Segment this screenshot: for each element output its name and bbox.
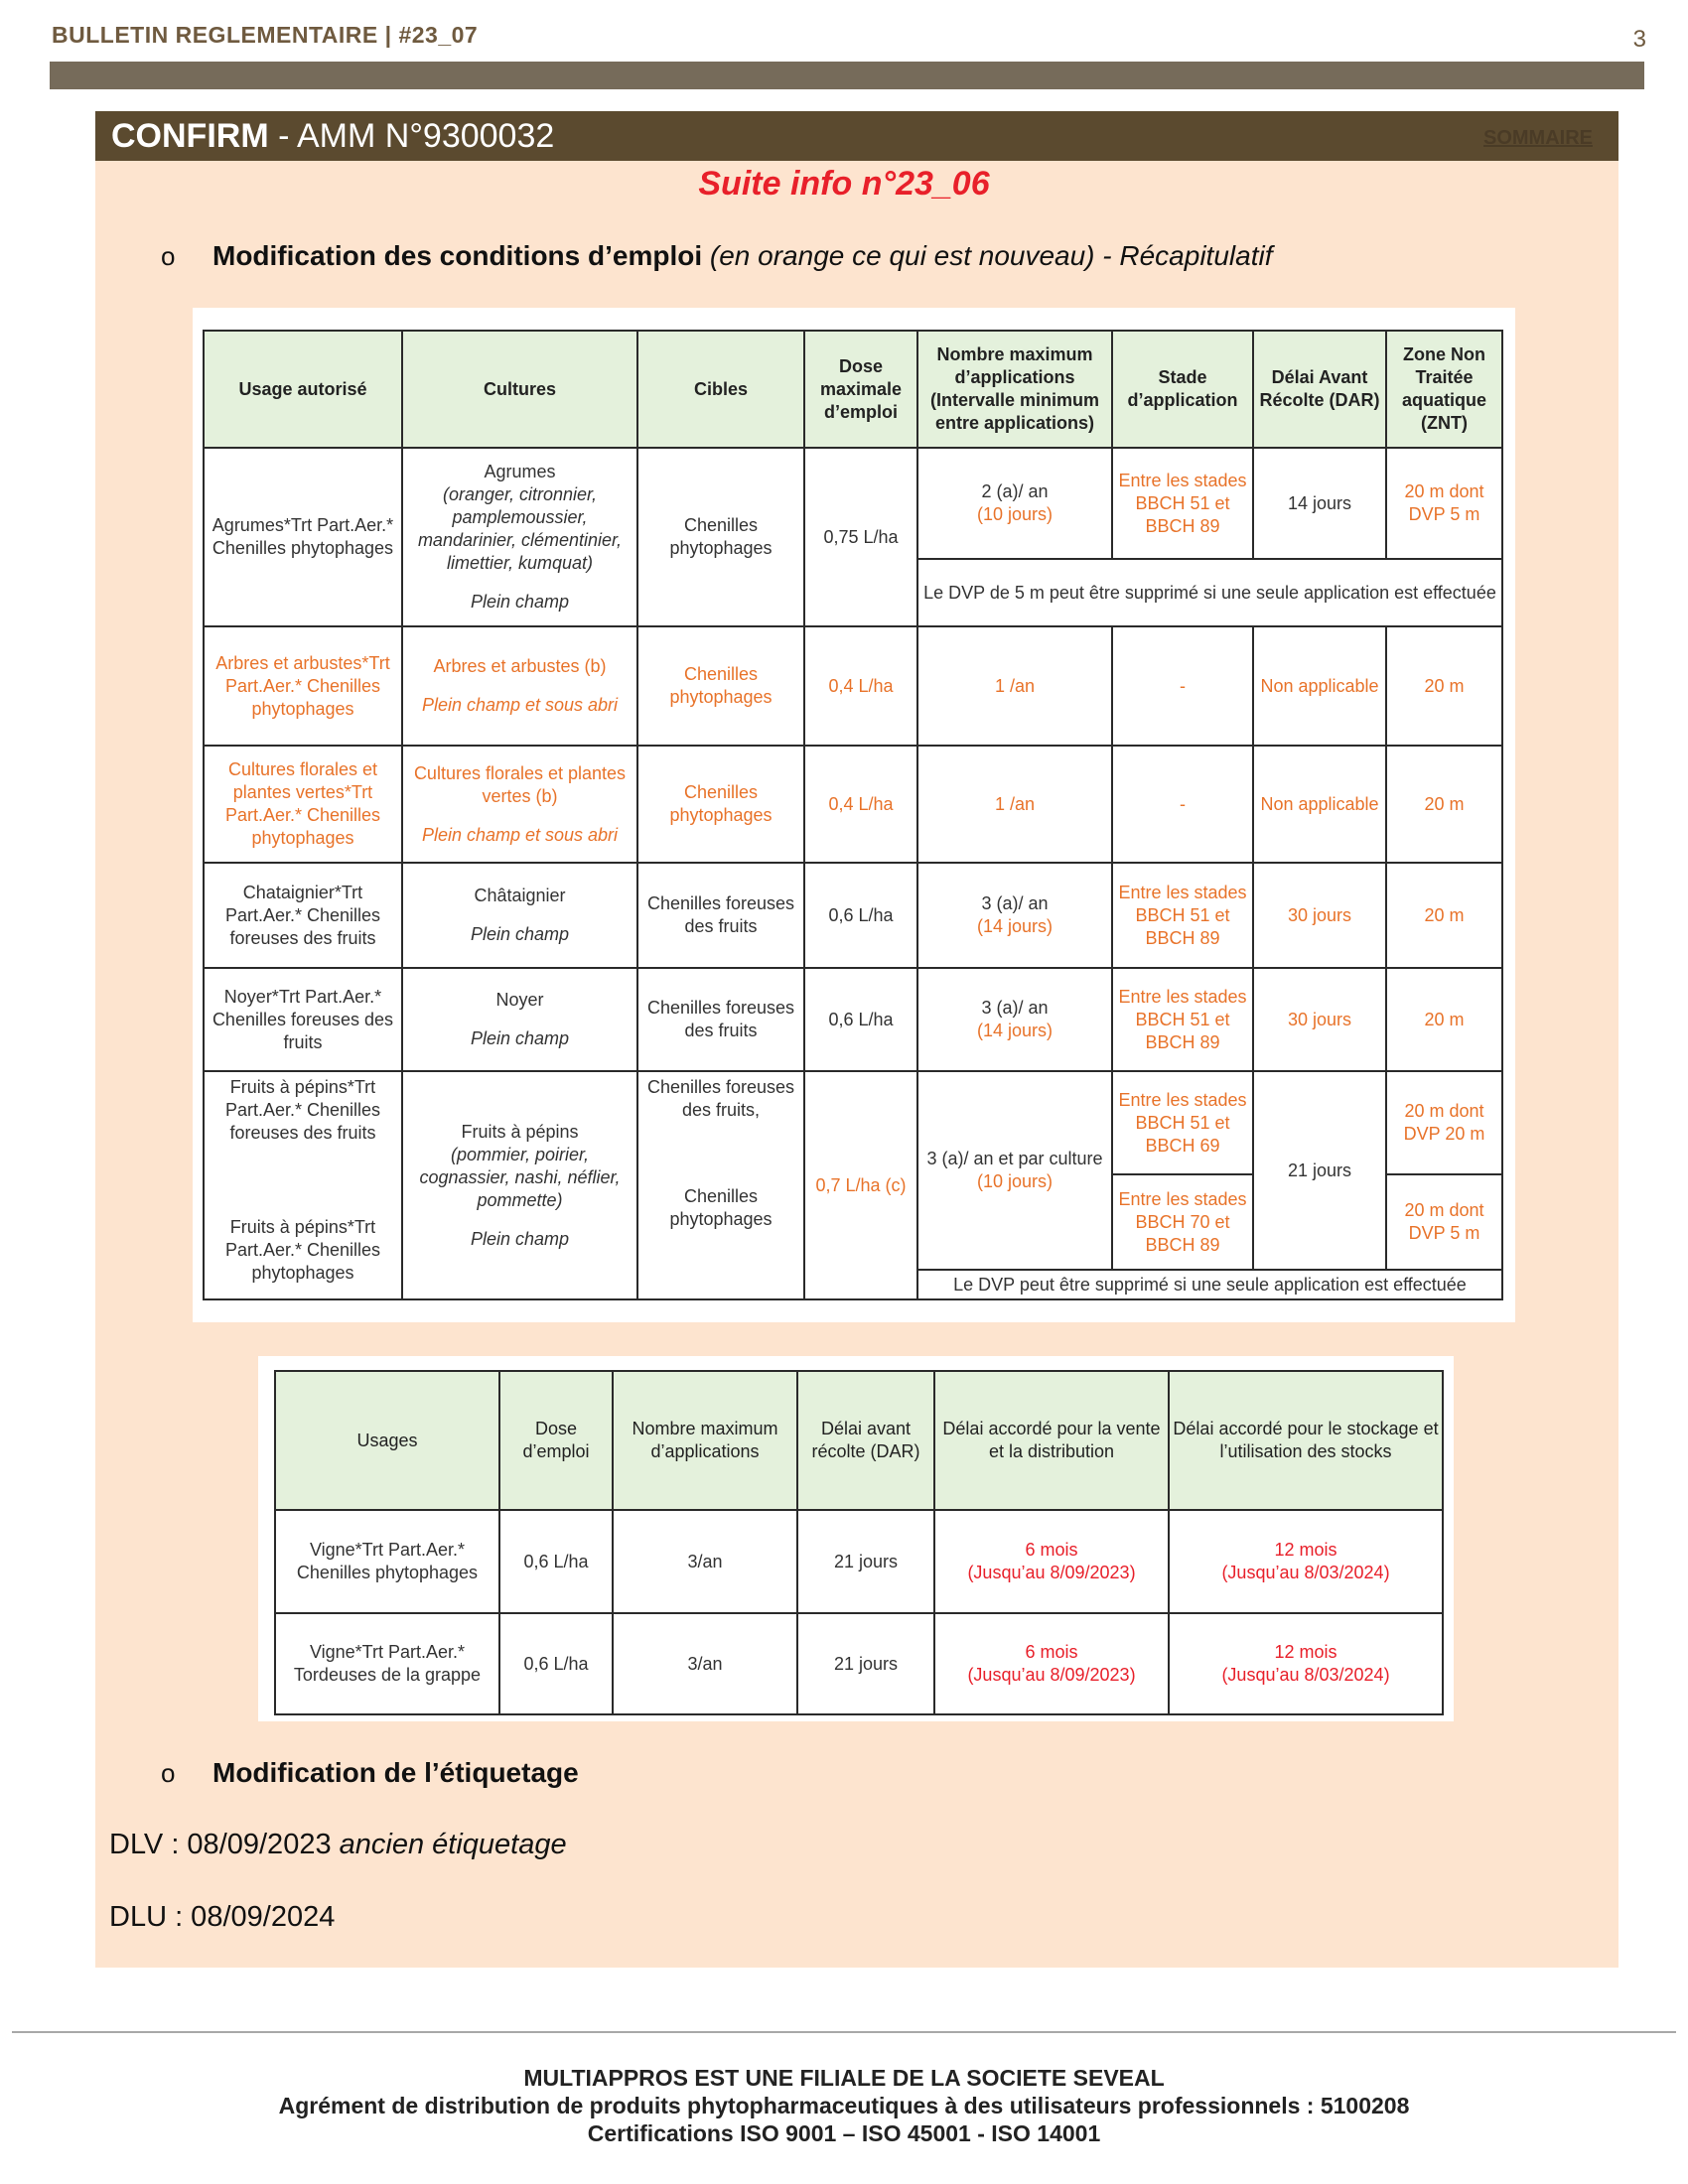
- cell-dar: Non applicable: [1253, 626, 1386, 746]
- table-row: [275, 1510, 1443, 1613]
- table-row: [204, 863, 1502, 968]
- header-bar: [50, 62, 1644, 89]
- nb-interval: (10 jours): [976, 1171, 1054, 1191]
- col-header-nb-applications: Nombre maximum d’applications (Intervalle minimum entre applications): [917, 331, 1112, 448]
- culture-field: Plein champ: [470, 1028, 570, 1048]
- bulletin-title: BULLETIN REGLEMENTAIRE | #23_07: [52, 22, 479, 48]
- section-note: (en orange ce qui est nouveau) - Récapitulatif: [709, 240, 1273, 271]
- nb-value: 3 (a)/ an: [981, 893, 1049, 913]
- nb-value: 3 (a)/ an: [981, 998, 1049, 1018]
- usage-phytophages: Fruits à pépins*Trt Part.Aer.* Chenilles phytophages: [224, 1217, 381, 1283]
- cell-usage: Arbres et arbustes*Trt Part.Aer.* Chenilles phytophages: [204, 626, 402, 746]
- cell-dose: 0,6 L/ha: [499, 1613, 613, 1714]
- footer-line-1: MULTIAPPROS EST UNE FILIALE DE LA SOCIETE SEVEAL: [523, 2065, 1165, 2091]
- footer-line-3: Certifications ISO 9001 – ISO 45001 - ISO 14001: [587, 2120, 1101, 2146]
- cell-culture: [402, 448, 637, 626]
- col-header-usage: Usage autorisé: [204, 331, 402, 448]
- cell-dose: 0,6 L/ha: [804, 863, 917, 968]
- col-header-dar: Délai avant récolte (DAR): [797, 1371, 934, 1510]
- product-name: CONFIRM: [111, 117, 269, 155]
- dlv-note: ancien étiquetage: [339, 1829, 567, 1860]
- section-etiquetage: [161, 1757, 579, 1789]
- col-header-dose: Dose d’emploi: [499, 1371, 613, 1510]
- vente-date: (Jusqu’au 8/09/2023): [967, 1563, 1136, 1582]
- col-header-znt: Zone Non Traitée aquatique (ZNT): [1386, 331, 1502, 448]
- cell-usage: [204, 1071, 402, 1299]
- culture-field: Plein champ: [470, 924, 570, 944]
- stock-date: (Jusqu’au 8/03/2024): [1221, 1563, 1390, 1582]
- cell-dar: Non applicable: [1253, 746, 1386, 863]
- cell-usage: Vigne*Trt Part.Aer.* Chenilles phytophages: [275, 1510, 499, 1613]
- stade-bottom: BBCH 51 et BBCH 89: [1135, 1009, 1230, 1052]
- col-header-cibles: Cibles: [637, 331, 804, 448]
- cell-stockage: [1169, 1510, 1443, 1613]
- table-row: [204, 968, 1502, 1071]
- cell-usage: Agrumes*Trt Part.Aer.* Chenilles phytophages: [204, 448, 402, 626]
- culture-detail: (oranger, citronnier, pamplemoussier, mandarinier, clémentinier, limettier, kumquat): [417, 484, 623, 573]
- cell-dar: 30 jours: [1253, 863, 1386, 968]
- cell-stade: -: [1112, 746, 1253, 863]
- cell-dar: 21 jours: [797, 1510, 934, 1613]
- cell-usage: Cultures florales et plantes vertes*Trt Part.Aer.* Chenilles phytophages: [204, 746, 402, 863]
- cell-znt: 20 m dont DVP 20 m: [1386, 1071, 1502, 1174]
- cell-nb-applications: 3/an: [613, 1613, 797, 1714]
- table-header-row: [204, 331, 1502, 448]
- cell-culture: [402, 626, 637, 746]
- amm-number: AMM N°9300032: [297, 117, 555, 155]
- cell-nb-applications: 3/an: [613, 1510, 797, 1613]
- dlv-value: DLV : 08/09/2023: [109, 1829, 332, 1860]
- cell-cible: Chenilles foreuses des fruits: [637, 863, 804, 968]
- stock-date: (Jusqu’au 8/03/2024): [1221, 1665, 1390, 1685]
- culture-field: Plein champ: [470, 592, 570, 612]
- bullet-marker: o: [161, 241, 176, 271]
- table-row: [204, 746, 1502, 863]
- section-conditions: [161, 240, 1272, 272]
- col-header-nb-applications: Nombre maximum d’applications: [613, 1371, 797, 1510]
- cell-dar: 21 jours: [1253, 1071, 1386, 1270]
- cell-znt: 20 m: [1386, 746, 1502, 863]
- cell-nb-applications: 1 /an: [917, 626, 1112, 746]
- nb-interval: (14 jours): [976, 916, 1054, 936]
- section-title: Modification de l’étiquetage: [212, 1757, 579, 1788]
- cell-vente: [934, 1613, 1169, 1714]
- cell-cible: [637, 1071, 804, 1299]
- culture-name: Châtaignier: [474, 886, 566, 905]
- nb-value: 3 (a)/ an et par culture: [926, 1149, 1103, 1168]
- cell-znt: 20 m dont DVP 5 m: [1386, 1174, 1502, 1270]
- cell-usage: Chataignier*Trt Part.Aer.* Chenilles foreuses des fruits: [204, 863, 402, 968]
- col-header-vente: Délai accordé pour la vente et la distribution: [934, 1371, 1169, 1510]
- cell-cible: Chenilles phytophages: [637, 448, 804, 626]
- culture-name: Noyer: [495, 990, 544, 1010]
- cell-nb-applications: [917, 448, 1112, 559]
- cell-usage: Noyer*Trt Part.Aer.* Chenilles foreuses des fruits: [204, 968, 402, 1071]
- page-number: 3: [1632, 26, 1646, 53]
- nb-interval: (14 jours): [976, 1021, 1054, 1040]
- culture-name: Fruits à pépins: [461, 1121, 579, 1142]
- nb-value: 2 (a)/ an: [981, 481, 1049, 501]
- cell-dar: 30 jours: [1253, 968, 1386, 1071]
- cell-culture: [402, 1071, 637, 1299]
- cell-znt: 20 m: [1386, 968, 1502, 1071]
- col-header-stockage: Délai accordé pour le stockage et l’utilisation des stocks: [1169, 1371, 1443, 1510]
- culture-name: Arbres et arbustes (b): [433, 656, 607, 676]
- dlu-value: DLU : 08/09/2024: [109, 1901, 336, 1933]
- culture-field: Plein champ et sous abri: [421, 824, 619, 845]
- section-title: Modification des conditions d’emploi: [212, 240, 703, 271]
- cible-foreuses: Chenilles foreuses des fruits,: [646, 1077, 795, 1120]
- cell-culture: [402, 863, 637, 968]
- cell-dose: 0,4 L/ha: [804, 746, 917, 863]
- bullet-marker: o: [161, 1758, 176, 1788]
- footer-divider: [12, 2031, 1676, 2033]
- cell-stade: Entre les stades BBCH 70 et BBCH 89: [1112, 1174, 1253, 1270]
- transition-table: [274, 1370, 1444, 1715]
- cell-usage: Vigne*Trt Part.Aer.* Tordeuses de la grappe: [275, 1613, 499, 1714]
- cell-dose: 0,6 L/ha: [804, 968, 917, 1071]
- cell-dar: 21 jours: [797, 1613, 934, 1714]
- culture-field: Plein champ: [470, 1228, 570, 1249]
- culture-detail: (pommier, poirier, cognassier, nashi, néflier, pommette): [419, 1144, 621, 1210]
- product-title: [111, 117, 554, 156]
- dlu-line: [109, 1901, 335, 1934]
- table-row: [204, 626, 1502, 746]
- cell-culture: [402, 968, 637, 1071]
- stock-delay: 12 mois: [1274, 1540, 1337, 1560]
- cell-cible: Chenilles foreuses des fruits: [637, 968, 804, 1071]
- stade-top: Entre les stades: [1118, 986, 1247, 1007]
- cell-cible: Chenilles phytophages: [637, 746, 804, 863]
- col-header-cultures: Cultures: [402, 331, 637, 448]
- culture-name: Cultures florales et plantes vertes (b): [413, 762, 627, 806]
- col-header-dose: Dose maximale d’emploi: [804, 331, 917, 448]
- cell-znt: 20 m dont DVP 5 m: [1386, 448, 1502, 559]
- cell-stade: [1112, 968, 1253, 1071]
- cible-phytophages: Chenilles phytophages: [669, 1186, 773, 1229]
- cell-nb-applications: [917, 968, 1112, 1071]
- table-row: [275, 1613, 1443, 1714]
- cell-dar: 14 jours: [1253, 448, 1386, 559]
- cell-stade: Entre les stades BBCH 51 et BBCH 89: [1112, 448, 1253, 559]
- table-row: [204, 448, 1502, 559]
- cell-znt: 20 m: [1386, 626, 1502, 746]
- col-header-usages: Usages: [275, 1371, 499, 1510]
- conditions-table: [203, 330, 1503, 1300]
- cell-dose: 0,75 L/ha: [804, 448, 917, 626]
- cell-nb-applications: [917, 1071, 1112, 1270]
- cell-znt: 20 m: [1386, 863, 1502, 968]
- suite-info: Suite info n°23_06: [698, 165, 990, 203]
- dlv-line: [109, 1829, 567, 1861]
- stock-delay: 12 mois: [1274, 1642, 1337, 1662]
- cell-dose: 0,7 L/ha (c): [804, 1071, 917, 1299]
- sommaire-link[interactable]: SOMMAIRE: [1483, 127, 1593, 149]
- cell-dose: 0,4 L/ha: [804, 626, 917, 746]
- cell-vente: [934, 1510, 1169, 1613]
- cell-note: Le DVP peut être supprimé si une seule application est effectuée: [917, 1270, 1502, 1299]
- table-row: [204, 1071, 1502, 1174]
- product-header: [95, 111, 1618, 161]
- vente-delay: 6 mois: [1025, 1642, 1078, 1662]
- cell-nb-applications: 1 /an: [917, 746, 1112, 863]
- col-header-dar: Délai Avant Récolte (DAR): [1253, 331, 1386, 448]
- cell-culture: [402, 746, 637, 863]
- vente-date: (Jusqu’au 8/09/2023): [967, 1665, 1136, 1685]
- nb-interval: (10 jours): [976, 504, 1054, 524]
- culture-field: Plein champ et sous abri: [421, 695, 619, 715]
- cell-stockage: [1169, 1613, 1443, 1714]
- cell-cible: Chenilles phytophages: [637, 626, 804, 746]
- table-header-row: [275, 1371, 1443, 1510]
- footer-line-2: Agrément de distribution de produits phytopharmaceutiques à des utilisateurs professionnels : 5100208: [278, 2093, 1410, 2118]
- usage-foreuses: Fruits à pépins*Trt Part.Aer.* Chenilles foreuses des fruits: [224, 1077, 381, 1143]
- cell-stade: Entre les stades BBCH 51 et BBCH 69: [1112, 1071, 1253, 1174]
- culture-name: Agrumes: [484, 462, 556, 481]
- cell-nb-applications: [917, 863, 1112, 968]
- cell-note: Le DVP de 5 m peut être supprimé si une seule application est effectuée: [917, 559, 1502, 626]
- cell-stade: Entre les stades BBCH 51 et BBCH 89: [1112, 863, 1253, 968]
- cell-stade: -: [1112, 626, 1253, 746]
- title-separator: -: [268, 117, 297, 155]
- col-header-stade: Stade d’application: [1112, 331, 1253, 448]
- vente-delay: 6 mois: [1025, 1540, 1078, 1560]
- cell-dose: 0,6 L/ha: [499, 1510, 613, 1613]
